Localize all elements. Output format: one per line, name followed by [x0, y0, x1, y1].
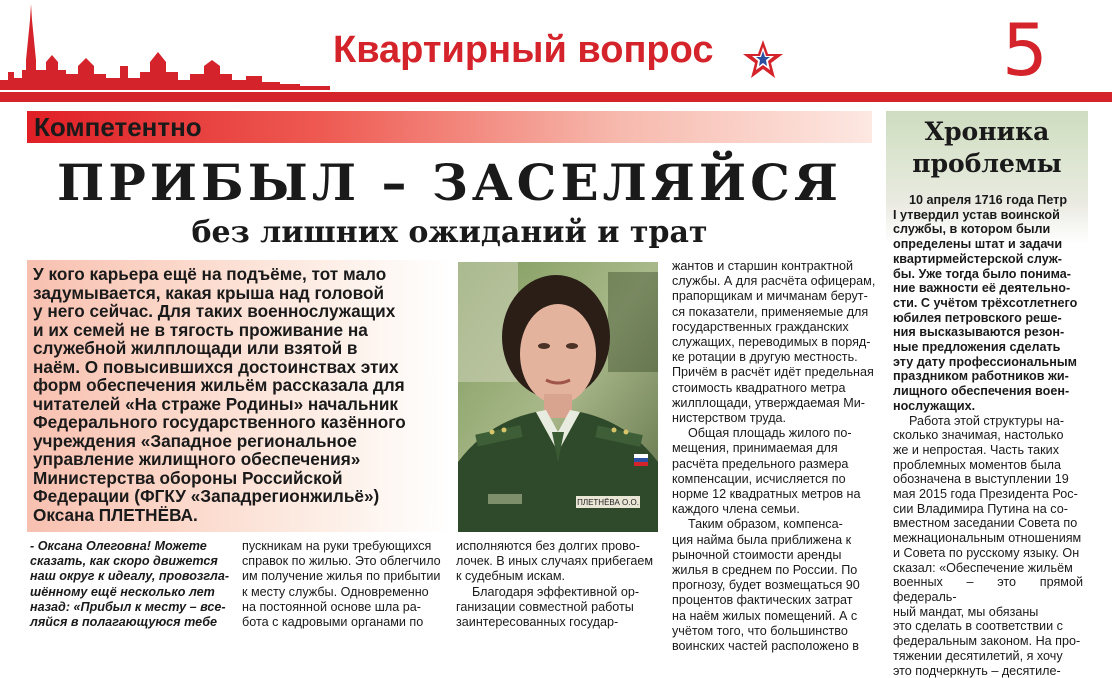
sidebar-line: тяжении десятилетий, я хочу	[893, 649, 1083, 664]
column-line: заинтересованных государ-	[456, 615, 658, 630]
column-line: Таким образом, компенса-	[672, 517, 878, 532]
name-badge: ПЛЕТНЁВА О.О.	[577, 498, 639, 507]
column-line: ганизации совместной работы	[456, 600, 658, 615]
lead-line: у него сейчас. Для таких военнослужащих	[33, 302, 449, 321]
lead-line: и их семей не в тягость проживание на	[33, 321, 449, 340]
column-line: на постоянной основе шла ра-	[242, 600, 444, 615]
lead-line: Федерации (ФГКУ «Западрегионжильё»)	[33, 487, 449, 506]
column-line: службы. А для расчёта офицерам,	[672, 274, 878, 289]
lead-line: служебной жилплощади или взятой в	[33, 339, 449, 358]
sidebar-line: нослужащих.	[893, 399, 1083, 414]
sidebar-line: проблемных моментов была	[893, 458, 1083, 473]
column-line: воинских частей расположено в	[672, 639, 878, 654]
column-line: ляйся в полагающуюся тебе	[30, 615, 230, 630]
column-line: на наём жилых помещений. А с	[672, 609, 878, 624]
sidebar-line: военных – это прямой федераль-	[893, 575, 1083, 604]
column-line: государственных гражданских	[672, 320, 878, 335]
column-line: наш округ к идеалу, провозгла-	[30, 569, 230, 584]
column-line: жантов и старшин контрактной	[672, 259, 878, 274]
rubric-label: Компетентно	[34, 111, 202, 143]
sidebar-line: ные предложения сделать	[893, 340, 1083, 355]
sidebar-line: бы. Уже тогда было понима-	[893, 267, 1083, 282]
column-line: к судебным искам.	[456, 569, 658, 584]
sidebar-line: ние важности её деятельно-	[893, 281, 1083, 296]
column-line: к месту службы. Одновременно	[242, 585, 444, 600]
sidebar-line: I утвердил устав воинской	[893, 208, 1083, 223]
sidebar-title-line: Хроника	[886, 116, 1088, 148]
lead-line: управление жилищного обеспечения»	[33, 450, 449, 469]
column-line: лочек. В иных случаях прибегаем	[456, 554, 658, 569]
column-line: ция найма была приближена к	[672, 533, 878, 548]
sidebar-line: праздником работников жи-	[893, 369, 1083, 384]
lead-line: наём. О повысившихся достоинствах этих	[33, 358, 449, 377]
lead-line: учреждения «Западное региональное	[33, 432, 449, 451]
column-line: служащих, переводимых в поряд-	[672, 335, 878, 350]
sidebar-line: сии Владимира Путина на со-	[893, 502, 1083, 517]
column-line: компенсации, исчисляется по	[672, 472, 878, 487]
sidebar-line: ный мандат, мы обязаны	[893, 605, 1083, 620]
sidebar-line: Работа этой структуры на-	[893, 414, 1083, 429]
column-line: бота с кадровыми органами по	[242, 615, 444, 630]
column-line: им получение жилья по прибытии	[242, 569, 444, 584]
lead-line: читателей «На страже Родины» начальник	[33, 395, 449, 414]
section-title: Квартирный вопрос	[333, 28, 713, 72]
sidebar-line: и Совета по русскому языку. Он	[893, 546, 1083, 561]
column-line: - Оксана Олеговна! Можете	[30, 539, 230, 554]
sidebar-line: сти. С учётом трёхсотлетнего	[893, 296, 1083, 311]
headline: ПРИБЫЛ – ЗАСЕЛЯЙСЯ	[27, 154, 872, 212]
column-line: мещения, принимаемая для	[672, 441, 878, 456]
sidebar-body	[893, 193, 1083, 678]
sidebar-line: сказал: «Обеспечение жильём	[893, 561, 1083, 576]
sidebar-line: лищного обеспечения воен-	[893, 384, 1083, 399]
sidebar-line: юбилея петровского реше-	[893, 311, 1083, 326]
lead-line: У кого карьера ещё на подъёме, тот мало	[33, 265, 449, 284]
column-line: расчёта предельного размера	[672, 457, 878, 472]
column-line: ся показатели, применяемые для	[672, 305, 878, 320]
sidebar-line: вместном заседании Совета по	[893, 516, 1083, 531]
sidebar-line: ния высказываются резон-	[893, 325, 1083, 340]
column-line: пускникам на руки требующихся	[242, 539, 444, 554]
portrait-photo	[458, 262, 658, 532]
sidebar-line: эту дату профессиональным	[893, 355, 1083, 370]
column-4	[672, 259, 878, 654]
sidebar-line: 10 апреля 1716 года Петр	[893, 193, 1083, 208]
column-line: рыночной стоимости аренды	[672, 548, 878, 563]
column-line: нистерством труда.	[672, 411, 878, 426]
sidebar-line: службы, в котором были	[893, 222, 1083, 237]
lead-line: Оксана ПЛЕТНЁВА.	[33, 506, 449, 525]
column-line: учётом того, что большинство	[672, 624, 878, 639]
lead-line: форм обеспечения жильём рассказала для	[33, 376, 449, 395]
column-line: справок по жилью. Это облегчило	[242, 554, 444, 569]
column-line: норме 12 квадратных метров на	[672, 487, 878, 502]
subheadline: без лишних ожиданий и трат	[27, 213, 872, 253]
sidebar-line: определены штат и задачи	[893, 237, 1083, 252]
sidebar-line: мая 2015 года Президента Рос-	[893, 487, 1083, 502]
lead-paragraph	[33, 265, 449, 524]
column-2	[242, 539, 444, 630]
column-line: стоимость квадратного метра	[672, 381, 878, 396]
header-divider	[0, 92, 1112, 102]
column-line: жилплощади, утверждаемая Ми-	[672, 396, 878, 411]
sidebar-line: федеральным законом. На про-	[893, 634, 1083, 649]
sidebar-title	[886, 116, 1088, 180]
page-number: 5	[1002, 8, 1048, 92]
sidebar-line: сколько значимая, настолько	[893, 428, 1083, 443]
column-1	[30, 539, 230, 630]
sidebar-line: же и непростая. Часть таких	[893, 443, 1083, 458]
column-line: сказать, как скоро движется	[30, 554, 230, 569]
sidebar-line: обозначена в выступлении 19	[893, 472, 1083, 487]
column-line: ке ротации в другую местность.	[672, 350, 878, 365]
lead-line: Федерального государственного казённого	[33, 413, 449, 432]
column-line: шённому ещё несколько лет	[30, 585, 230, 600]
column-line: каждого члена семьи.	[672, 502, 878, 517]
column-line: Благодаря эффективной ор-	[456, 585, 658, 600]
sidebar-title-line: проблемы	[886, 148, 1088, 180]
column-line: прогнозу, будет возмещаться 90	[672, 578, 878, 593]
column-3	[456, 539, 658, 630]
sidebar-line: это сделать в соответствии с	[893, 619, 1083, 634]
lead-line: Министерства обороны Российской	[33, 469, 449, 488]
army-star-icon	[742, 38, 784, 80]
column-line: Причём в расчёт идёт предельная	[672, 365, 878, 380]
sidebar-line: это подчеркнуть – десятиле-	[893, 664, 1083, 678]
sidebar-line: квартирмейстерской служ-	[893, 252, 1083, 267]
sidebar-line: межнациональным отношениям	[893, 531, 1083, 546]
column-line: процентов фактических затрат	[672, 593, 878, 608]
lead-line: задумывается, какая крыша над головой	[33, 284, 449, 303]
column-line: назад: «Прибыл к месту – все-	[30, 600, 230, 615]
column-line: исполняются без долгих прово-	[456, 539, 658, 554]
column-line: Общая площадь жилого по-	[672, 426, 878, 441]
spb-skyline-icon	[0, 0, 330, 90]
column-line: жилья в среднем по России. По	[672, 563, 878, 578]
column-line: прапорщикам и мичманам берут-	[672, 289, 878, 304]
